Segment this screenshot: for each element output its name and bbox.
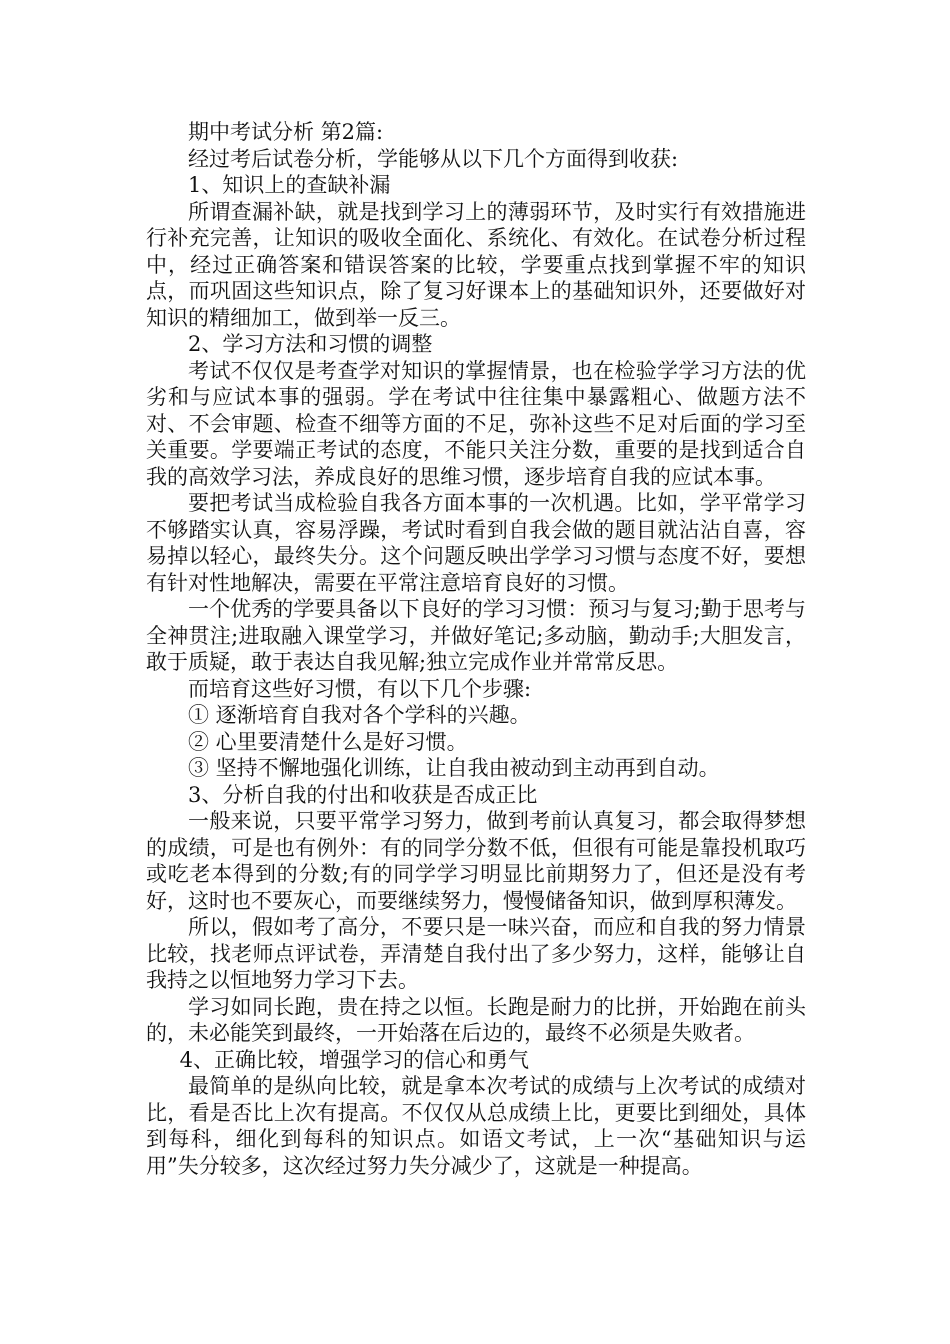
paragraph: 一个优秀的学要具备以下良好的学习习惯：预习与复习;勤于思考与全神贯注;进取融入课堂学习，并做好笔记;多动脑，勤动手;大胆发言，敢于质疑，敢于表达自我见解;独立完成作业并常常反思。: [146, 597, 806, 674]
paragraph: 所谓查漏补缺，就是找到学习上的薄弱环节，及时实行有效措施进行补充完善，让知识的吸收全面化、系统化、有效化。在试卷分析过程中，经过正确答案和错误答案的比较，学要重点找到掌握不牢的知识点，而巩固这些知识点，除了复习好课本上的基础知识外，还要做好对知识的精细加工，做到举一反三。: [146, 199, 806, 330]
paragraph: 而培育这些好习惯，有以下几个步骤:: [188, 676, 532, 701]
section-heading-1: 1、知识上的查缺补漏: [188, 173, 391, 197]
section-heading-3: 3、分析自我的付出和收获是否成正比: [188, 782, 538, 807]
document-body: [146, 119, 806, 1179]
list-item: ② 心里要清楚什么是好习惯。: [188, 729, 468, 754]
intro-paragraph: 经过考后试卷分析，学能够从以下几个方面得到收获:: [188, 146, 679, 171]
section-heading-2: 2、学习方法和习惯的调整: [188, 332, 433, 356]
paragraph: 要把考试当成检验自我各方面本事的一次机遇。比如，学平常学习不够踏实认真，容易浮躁，考试时看到自我会做的题目就沾沾自喜，容易掉以轻心，最终失分。这个问题反映出学学习习惯与态度不好，要想有针对性地解决，需要在平常注意培育良好的习惯。: [146, 491, 806, 595]
paragraph: 一般来说，只要平常学习努力，做到考前认真复习，都会取得梦想的成绩，可是也有例外：有的同学分数不低，但很有可能是靠投机取巧或吃老本得到的分数;有的同学学习明显比前期努力了，但还是没有考好，这时也不要灰心，而要继续努力，慢慢储备知识，做到厚积薄发。: [146, 809, 806, 913]
paragraph: 最简单的是纵向比较，就是拿本次考试的成绩与上次考试的成绩对比，看是否比上次有提高。不仅仅从总成绩上比，更要比到细处，具体到每科，细化到每科的知识点。如语文考试，上一次“基础知识与运用”失分较多，这次经过努力失分减少了，这就是一种提高。: [146, 1074, 806, 1178]
list-item: ① 逐渐培育自我对各个学科的兴趣。: [188, 703, 531, 727]
paragraph: 考试不仅仅是考查学对知识的掌握情景，也在检验学学习方法的优劣和与应试本事的强弱。学在考试中往往集中暴露粗心、做题方法不对、不会审题、检查不细等方面的不足，弥补这些不足对后面的学习至关重要。学要端正考试的态度，不能只关注分数，重要的是找到适合自我的高效学习法，养成良好的思维习惯，逐步培育自我的应试本事。: [146, 358, 806, 489]
section-heading-4: 4、正确比较，增强学习的信心和勇气: [179, 1047, 529, 1072]
list-item: ③ 坚持不懈地强化训练，让自我由被动到主动再到自动。: [188, 756, 720, 780]
paragraph: 所以，假如考了高分，不要只是一味兴奋，而应和自我的努力情景比较，找老师点评试卷，弄清楚自我付出了多少努力，这样，能够让自我持之以恒地努力学习下去。: [146, 915, 806, 992]
document-title: 期中考试分析 第2篇:: [188, 120, 384, 144]
paragraph: 学习如同长跑，贵在持之以恒。长跑是耐力的比拼，开始跑在前头的，未必能笑到最终，一开始落在后边的，最终不必须是失败者。: [146, 994, 806, 1045]
